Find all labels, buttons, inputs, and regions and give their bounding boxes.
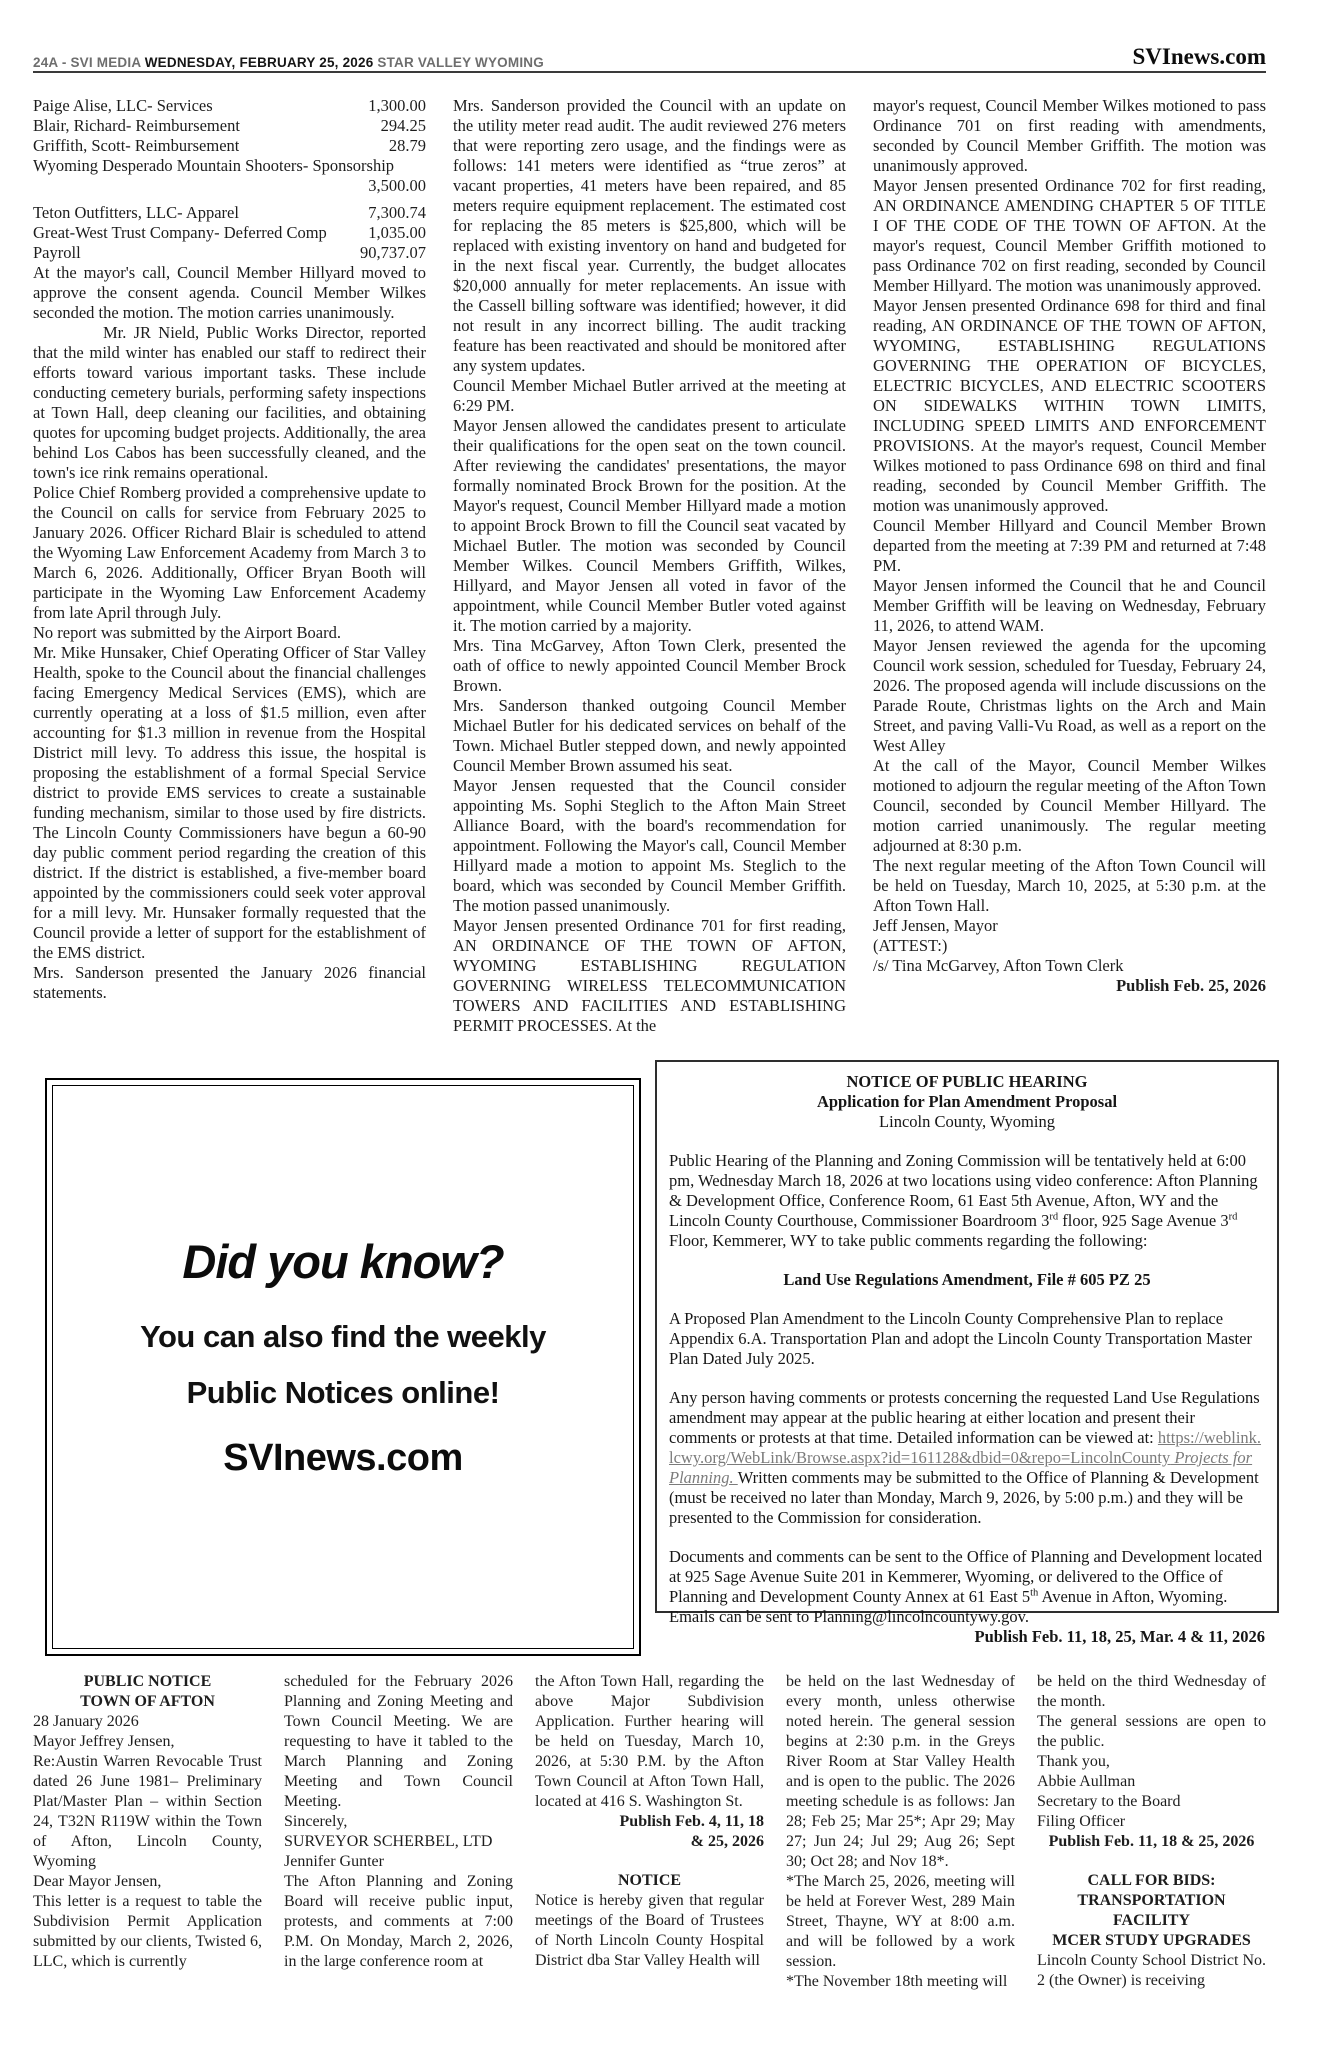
paragraph: Mrs. Tina McGarvey, Afton Town Clerk, presented the oath of office to newly appointed Council Member Brock Brown.	[453, 636, 846, 695]
payment-name: Blair, Richard- Reimbursement	[33, 116, 240, 135]
paragraph: Police Chief Romberg provided a comprehensive update to the Council on calls for service from February 2025 to January 2026. Officer Richard Blair is scheduled to attend the Wyoming Law Enforcement Academy from March 3 to March 6, 2026. Additionally, Officer Bryan Booth will participate in the Wyoming Law Enforcement Academy from late April through July.	[33, 483, 426, 622]
inline-link[interactable]: https://weblink.lcwy.org/WebLink/Browse.aspx?id=161128&dbid=0&repo=LincolnCounty	[669, 1428, 1262, 1467]
text-run: th	[1030, 1587, 1039, 1599]
bottom-notice-column-4	[786, 1672, 1015, 1992]
bold-line: PUBLIC NOTICE	[83, 1673, 212, 1690]
bottom-notice-column-3	[535, 1672, 764, 1992]
payment-row	[33, 96, 426, 116]
paragraph: Mayor Jensen requested that the Council consider appointing Ms. Sophi Steglich to the Afton Main Street Alliance Board, with the board's recommendation for appointment. Following the Mayor's call, Council Member Hillyard made a motion to appoint Ms. Steglich to the board, which was seconded by Council Member Griffith. The motion passed unanimously.	[453, 776, 846, 915]
payment-row	[33, 156, 426, 196]
paragraph: Lincoln County, Wyoming	[879, 1112, 1055, 1131]
paragraph: Mr. Mike Hunsaker, Chief Operating Officer of Star Valley Health, spoke to the Council about the financial challenges facing Emergency Medical Services (EMS), which are currently operating at a loss of $1.5 million, even after accounting for $1.3 million in revenue from the Hospital District mill levy. To address this issue, the hospital is proposing the establishment of a formal Special Service district to provide EMS services to create a sustainable funding mechanism, similar to those used by fire districts. The Lincoln County Commissioners have begun a 60-90 day public comment period regarding the creation of this district. If the district is established, a five-member board appointed by the commissioners could seek voter approval for a mill levy. Mr. Hunsaker formally requested that the Council provide a letter of support for the establishment of the EMS district.	[33, 643, 426, 962]
masthead-site: SVInews.com	[1132, 44, 1266, 69]
minutes-column-2	[453, 96, 846, 1036]
payment-row	[33, 243, 426, 263]
promo-headline: Did you know?	[182, 1235, 504, 1288]
masthead-left	[33, 55, 544, 70]
bold-line: MCER STUDY UPGRADES	[1052, 1932, 1251, 1949]
paragraph: scheduled for the February 2026 Planning and Zoning Meeting and Town Council Meeting. We are requesting to have it tabled to the March Planning and Zoning Meeting and Town Council Meeting.	[284, 1673, 513, 1810]
payment-amount: 28.79	[388, 136, 426, 155]
masthead-date: WEDNESDAY, FEBRUARY 25, 2026	[144, 55, 374, 70]
paragraph: Mrs. Sanderson thanked outgoing Council Member Michael Butler for his dedicated services on behalf of the Town. Michael Butler stepped down, and newly appointed Council Member Brown assumed his seat.	[453, 696, 846, 775]
page-header	[33, 44, 1266, 70]
bottom-notice-column-1	[33, 1672, 262, 1992]
bold-line: & 25, 2026	[690, 1833, 764, 1850]
text-run: Written comments may be submitted to the Office of Planning & Development (must be received no later than Monday, March 9, 2026, by 5:00 p.m.) and they will be presented to the Commission for consideration.	[669, 1468, 1259, 1527]
payment-name: Great-West Trust Company- Deferred Comp	[33, 223, 327, 242]
bold-line: TRANSPORTATION FACILITY	[1077, 1892, 1226, 1929]
paragraph: Thank you,	[1037, 1753, 1110, 1770]
bold-line: Publish Feb. 4, 11, 18	[619, 1813, 764, 1830]
payment-name: Paige Alise, LLC- Services	[33, 96, 213, 115]
minutes-column-1	[33, 96, 426, 1036]
paragraph	[669, 1547, 1265, 1627]
payment-amount: 294.25	[380, 116, 426, 135]
paragraph: Mayor Jensen presented Ordinance 698 for third and final reading, AN ORDINANCE OF THE TOWN OF AFTON, WYOMING, ESTABLISHING REGULATIONS GOVERNING THE OPERATION OF BICYCLES, ELECTRIC BICYCLES, AND ELECTRIC SCOOTERS ON SIDEWALKS WITHIN TOWN LIMITS, INCLUDING SPEED LIMITS AND ENFORCEMENT PROVISIONS. At the mayor's request, Council Member Wilkes motioned to pass Ordinance 698 on third and final reading, seconded by Council Member Griffith. The motion was unanimously approved.	[873, 296, 1266, 515]
paragraph: (ATTEST:)	[873, 936, 948, 955]
paragraph: Council Member Michael Butler arrived at the meeting at 6:29 PM.	[453, 376, 846, 415]
paragraph: *The November 18th meeting will	[786, 1973, 1008, 1990]
payment-row	[33, 223, 426, 243]
masthead-edition: 24A - SVI MEDIA	[33, 55, 145, 70]
paragraph: Abbie Aullman	[1037, 1773, 1136, 1790]
payment-amount: 90,737.07	[360, 243, 426, 262]
paragraph: Re:Austin Warren Revocable Trust dated 26 June 1981– Preliminary Plat/Master Plan – within Section 24, T32N R119W within the Town of Afton, Lincoln County, Wyoming	[33, 1753, 262, 1870]
text-run: Any person having comments or protests concerning the requested Land Use Regulations amendment may appear at the public hearing at either location and present their comments or protests at that time. Detailed information can be viewed at:	[669, 1388, 1260, 1447]
bottom-notices-section	[33, 1672, 1266, 1992]
inline-link[interactable]: Projects for Planning.	[669, 1448, 1253, 1487]
payment-name: Wyoming Desperado Mountain Shooters- Sponsorship	[33, 156, 395, 175]
paragraph: Mrs. Sanderson presented the January 2026 financial statements.	[33, 963, 426, 1002]
paragraph: A Proposed Plan Amendment to the Lincoln County Comprehensive Plan to replace Appendix 6.A. Transportation Plan and adopt the Lincoln County Transportation Master Plan Dated July 2025.	[669, 1309, 1252, 1368]
paragraph: mayor's request, Council Member Wilkes motioned to pass Ordinance 701 on first reading with amendments, seconded by Council Member Griffith. The motion was unanimously approved.	[873, 96, 1266, 175]
promo-site-url: SVInews.com	[223, 1437, 463, 1479]
bottom-notice-column-5	[1037, 1672, 1266, 1992]
bold-line: CALL FOR BIDS:	[1087, 1872, 1216, 1889]
paragraph: SURVEYOR SCHERBEL, LTD	[284, 1833, 493, 1850]
promo-box-inner-border	[52, 1085, 634, 1649]
text-run: Documents and comments can be sent to the Office of Planning and Development located at 925 Sage Avenue Suite 201 in Kemmerer, Wyoming, or delivered to the Office of Planning and Development County Annex at 61 East 5	[669, 1547, 1263, 1606]
paragraph: 28 January 2026	[33, 1713, 139, 1730]
paragraph	[669, 1290, 1265, 1309]
paragraph: Mayor Jensen presented Ordinance 702 for first reading, AN ORDINANCE AMENDING CHAPTER 5 OF TITLE I OF THE CODE OF THE TOWN OF AFTON. At the mayor's request, Council Member Griffith motioned to pass Ordinance 702 on first reading, seconded by Council Member Hillyard. The motion was unanimously approved.	[873, 176, 1266, 295]
paragraph: *The March 25, 2026, meeting will be held at Forever West, 289 Main Street, Thayne, WY at 8:00 a.m. and will be followed by a work session.	[786, 1873, 1015, 1970]
bold-line: Application for Plan Amendment Proposal	[816, 1092, 1118, 1111]
paragraph: Notice is hereby given that regular meetings of the Board of Trustees of North Lincoln County Hospital District dba Star Valley Health will	[535, 1892, 764, 1969]
payment-amount: 1,300.00	[368, 96, 426, 115]
paragraph	[669, 1388, 1265, 1528]
paragraph: Lincoln County School District No. 2 (the Owner) is receiving	[1037, 1952, 1266, 1989]
paragraph: Mayor Jensen informed the Council that he and Council Member Griffith will be leaving on Wednesday, February 11, 2026, to attend WAM.	[873, 576, 1266, 635]
payment-name: Payroll	[33, 243, 81, 262]
bold-line: NOTICE	[617, 1872, 682, 1889]
bold-line: Publish Feb. 11, 18 & 25, 2026	[1048, 1833, 1255, 1850]
paragraph: Secretary to the Board	[1037, 1793, 1181, 1810]
paragraph: Mr. JR Nield, Public Works Director, reported that the mild winter has enabled our staff to redirect their efforts toward various important tasks. These include conducting cemetery burials, performing safety inspections at Town Hall, deep cleaning our facilities, and obtaining quotes for upcoming budget projects. Additionally, the area behind Los Cabos has been successfully cleaned, and the town's ice rink remains operational.	[33, 323, 426, 482]
paragraph: The Afton Planning and Zoning Board will receive public input, protests, and comments at 7:00 P.M. On Monday, March 2, 2026, in the large conference room at	[284, 1873, 513, 1970]
paragraph: Sincerely,	[284, 1813, 348, 1830]
paragraph: the Afton Town Hall, regarding the above Major Subdivision Application. Further hearing will be held on Tuesday, March 10, 2026, at 5:30 P.M. by the Afton Town Council at Afton Town Hall, located at 416 S. Washington St.	[535, 1673, 764, 1810]
payment-row	[33, 203, 426, 223]
minutes-column-3	[873, 96, 1266, 1036]
paragraph: At the call of the Mayor, Council Member Wilkes motioned to adjourn the regular meeting of the Afton Town Council, seconded by Council Member Hillyard. The motion carried unanimously. The regular meeting adjourned at 8:30 p.m.	[873, 756, 1266, 855]
paragraph: /s/ Tina McGarvey, Afton Town Clerk	[873, 956, 1124, 975]
paragraph	[669, 1528, 1265, 1547]
paragraph	[669, 1151, 1265, 1251]
bold-line: Land Use Regulations Amendment, File # 605 PZ 25	[783, 1270, 1151, 1289]
minutes-section	[33, 96, 1266, 1036]
paragraph	[669, 1132, 1265, 1151]
payments-list	[33, 96, 426, 263]
bold-line: Publish Feb. 11, 18, 25, Mar. 4 & 11, 2026	[974, 1627, 1265, 1646]
paragraph: The next regular meeting of the Afton Town Council will be held on Tuesday, March 10, 2025, at 5:30 p.m. at the Afton Town Hall.	[873, 856, 1266, 915]
paragraph: Council Member Hillyard and Council Member Brown departed from the meeting at 7:39 PM and returned at 7:48 PM.	[873, 516, 1266, 575]
text-run: rd	[1049, 1211, 1059, 1223]
bold-line: NOTICE OF PUBLIC HEARING	[846, 1072, 1088, 1091]
payment-amount: 7,300.74	[368, 203, 426, 222]
text-run: Avenue in Afton, Wyoming. Emails can be sent to Planning@lincolncountywy.gov.	[669, 1587, 1228, 1626]
promo-box	[45, 1078, 641, 1656]
hearing-notice-box	[655, 1060, 1279, 1646]
paragraph: This letter is a request to table the Subdivision Permit Application submitted by our clients, Twisted 6, LLC, which is currently	[33, 1893, 262, 1970]
text-run: rd	[1228, 1211, 1238, 1223]
paragraph: At the mayor's call, Council Member Hillyard moved to approve the consent agenda. Council Member Wilkes seconded the motion. The motion carries unanimously.	[33, 263, 426, 322]
text-run: Floor, Kemmerer, WY to take public comments regarding the following:	[669, 1231, 1148, 1250]
payment-amount: 1,035.00	[368, 223, 426, 242]
text-run: floor, 925 Sage Avenue 3	[1058, 1211, 1229, 1230]
payment-name: Griffith, Scott- Reimbursement	[33, 136, 240, 155]
paragraph: Mayor Jensen allowed the candidates present to articulate their qualifications for the open seat on the town council. After reviewing the candidates' presentations, the mayor formally nominated Brock Brown for the position. At the Mayor's request, Council Member Hillyard made a motion to appoint Brock Brown to fill the Council seat vacated by Michael Butler. The motion was seconded by Council Member Wilkes. Council Members Griffith, Wilkes, Hillyard, and Mayor Jensen all voted in favor of the appointment, while Council Member Butler voted against it. The motion carried by a majority.	[453, 416, 846, 635]
bottom-notice-column-2	[284, 1672, 513, 1992]
payment-amount: 3,500.00	[368, 176, 426, 195]
promo-line-2: Public Notices online!	[186, 1375, 500, 1410]
paragraph: Jennifer Gunter	[284, 1853, 384, 1870]
payment-row	[33, 116, 426, 136]
paragraph: Mayor Jensen reviewed the agenda for the upcoming Council work session, scheduled for Tuesday, February 24, 2026. The proposed agenda will include discussions on the Parade Route, Christmas lights on the Arch and Main Street, and paving Valli-Vu Road, as well as a report on the West Alley	[873, 636, 1266, 755]
paragraph: Jeff Jensen, Mayor	[873, 916, 998, 935]
paragraph: Dear Mayor Jensen,	[33, 1873, 162, 1890]
header-rule	[33, 71, 1266, 73]
text-run: Public Hearing of the Planning and Zoning Commission will be tentatively held at 6:00 pm, Wednesday March 18, 2026 at two locations using video conference: Afton Planning & Development Office, Conference Room, 61 East 5th Avenue, Afton, WY and the Lincoln County Courthouse, Commissioner Boardroom 3	[669, 1151, 1258, 1230]
paragraph: Mrs. Sanderson provided the Council with an update on the utility meter read audit. The audit reviewed 276 meters that were reporting zero usage, and the findings were as follows: 141 meters were identified as “true zeros” at vacant properties, 41 meters have been repaired, and 85 meters require equipment replacement. The estimated cost for replacing the 85 meters is $25,800, which will be replaced with existing inventory on hand and budgeted for in the next fiscal year. Currently, the budget allocates $20,000 annually for meter replacements. An issue with the Cassell billing software was identified; however, it did not result in any incorrect billing. The audit tracking feature has been reactivated and should be monitored after any system updates.	[453, 96, 846, 375]
paragraph: be held on the last Wednesday of every month, unless otherwise noted herein. The general session begins at 2:30 p.m. in the Greys River Room at Star Valley Health and is open to the public. The 2026 meeting schedule is as follows: Jan 28; Feb 25; Mar 25*; Apr 29; May 27; Jun 24; Jul 29; Aug 26; Sept 30; Oct 28; and Nov 18*.	[786, 1673, 1015, 1870]
bold-line: Publish Feb. 25, 2026	[1116, 976, 1266, 995]
paragraph	[1037, 1852, 1266, 1871]
masthead-region: STAR VALLEY WYOMING	[373, 55, 544, 70]
payment-name: Teton Outfitters, LLC- Apparel	[33, 203, 239, 222]
paragraph: be held on the third Wednesday of the month.	[1037, 1673, 1266, 1710]
paragraph: Filing Officer	[1037, 1813, 1126, 1830]
paragraph: No report was submitted by the Airport Board.	[33, 623, 341, 642]
paragraph: Mayor Jensen presented Ordinance 701 for first reading, AN ORDINANCE OF THE TOWN OF AFTON, WYOMING ESTABLISHING REGULATION GOVERNING WIRELESS TELECOMMUNICATION TOWERS AND FACILITIES AND ESTABLISHING PERMIT PROCESSES. At the	[453, 916, 846, 1035]
paragraph	[669, 1369, 1265, 1388]
paragraph	[669, 1251, 1265, 1270]
payment-row	[33, 136, 426, 156]
paragraph: The general sessions are open to the public.	[1037, 1713, 1266, 1750]
bold-line: TOWN OF AFTON	[80, 1693, 215, 1710]
minutes-col1-paragraphs	[33, 263, 426, 1003]
paragraph	[535, 1852, 764, 1871]
paragraph: Mayor Jeffrey Jensen,	[33, 1733, 175, 1750]
promo-line-1: You can also find the weekly	[140, 1319, 546, 1354]
